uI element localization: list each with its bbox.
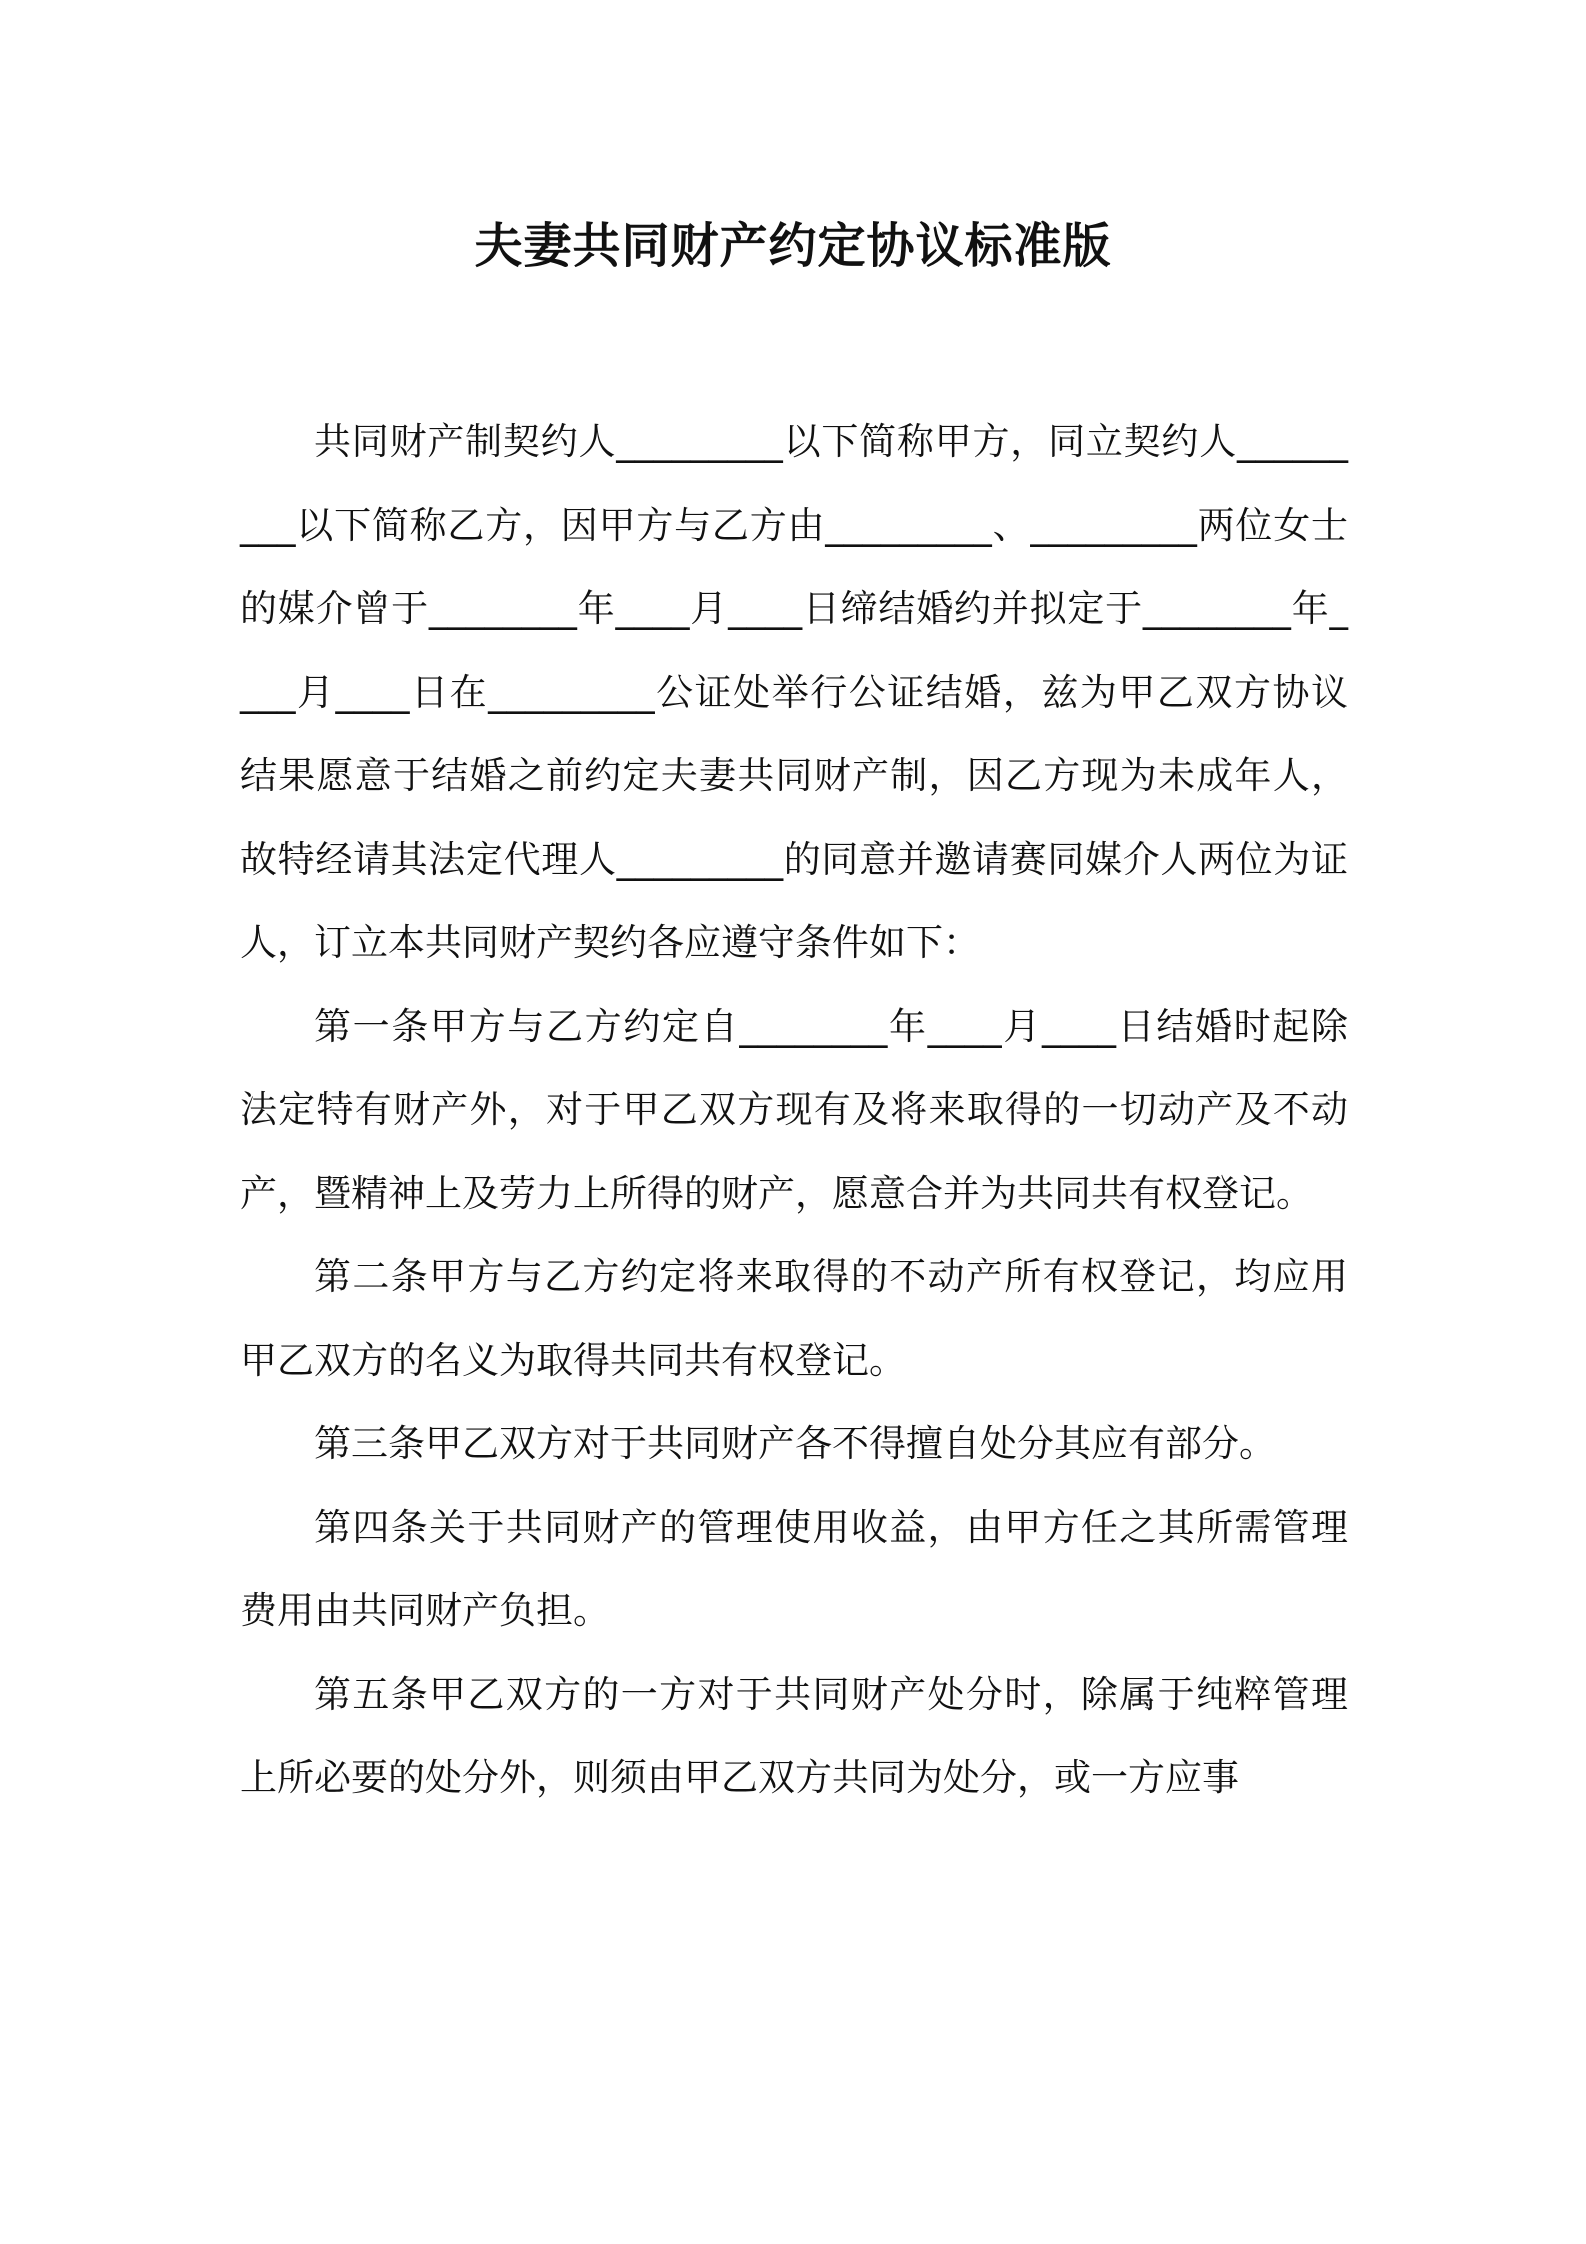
paragraph-article-5: 第五条甲乙双方的一方对于共同财产处分时，除属于纯粹管理上所必要的处分外，则须由甲乙双方共同为处分，或一方应事 xyxy=(240,1672,1348,1799)
paragraph-article-3: 第三条甲乙双方对于共同财产各不得擅自处分其应有部分。 xyxy=(314,1422,1276,1465)
paragraph-article-4: 第四条关于共同财产的管理使用收益，由甲方任之其所需管理费用由共同财产负担。 xyxy=(240,1505,1348,1632)
document-body xyxy=(240,400,1348,1820)
document-title: 夫妻共同财产约定协议标准版 xyxy=(474,218,1112,274)
paragraph-article-1: 第一条甲方与乙方约定自________年____月____日结婚时起除法定特有财产外，对于甲乙双方现有及将来取得的一切动产及不动产，暨精神上及劳力上所得的财产，愿意合并为共同共有权登记。 xyxy=(240,1004,1348,1215)
paragraph-article-2: 第二条甲方与乙方约定将来取得的不动产所有权登记，均应用甲乙双方的名义为取得共同共有权登记。 xyxy=(240,1255,1348,1382)
paragraph-preamble: 共同财产制契约人_________以下简称甲方，同立契约人_________以下简称乙方，因甲方与乙方由_________、_________两位女士的媒介曾于________年____月____日缔结婚约并拟定于________年____月____日在_________公证处举行公证结婚，兹为甲乙双方协议结果愿意于结婚之前约定夫妻共同财产制，因乙方现为未成年人，故特经请其法定代理人_________的同意并邀请赛同媒介人两位为证人，订立本共同财产契约各应遵守条件如下： xyxy=(240,420,1348,964)
